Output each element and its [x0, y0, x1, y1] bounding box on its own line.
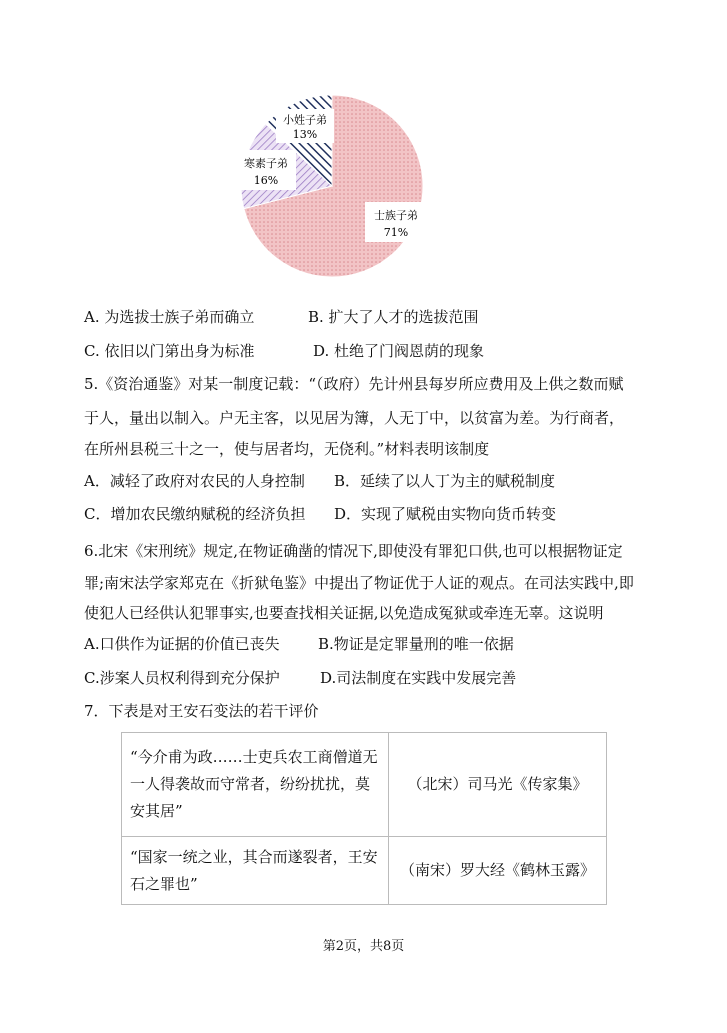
pie-label-value: 13%	[292, 127, 318, 141]
q4-option-c: C. 依旧以门第出身为标准	[84, 342, 255, 360]
q4-option-d: D. 杜绝了门阀恩荫的现象	[313, 342, 485, 360]
q5-option-c: C．增加农民缴纳赋税的经济负担	[84, 505, 306, 523]
page-footer: 第2页，共8页	[322, 939, 405, 954]
source-cell: （北宋）司马光《传家集》	[389, 733, 607, 837]
quote-cell	[122, 837, 389, 905]
q6-stem-line: 使犯人已经供认犯罪事实,也要查找相关证据,以免造成冤狱或牵连无辜。这说明	[84, 604, 604, 622]
pie-label-name: 寒素子弟	[244, 156, 288, 170]
q6-stem-line: 6.北宋《宋刑统》规定,在物证确凿的情况下,即使没有罪犯口供,也可以根据物证定	[84, 542, 623, 560]
q5-stem-line: 于人，量出以制入。户无主客，以见居为簿，人无丁中，以贫富为差。为行商者，	[84, 409, 625, 427]
q6-option-d: D.司法制度在实践中发展完善	[320, 669, 517, 687]
source-cell: （南宋）罗大经《鹤林玉露》	[389, 837, 607, 905]
q6-option-b: B.物证是定罪量刑的唯一依据	[318, 635, 514, 653]
quote-line: 安其居”	[130, 802, 183, 820]
q5-stem-line: 5.《资治通鉴》对某一制度记载：“（政府）先计州县每岁所应费用及上供之数而赋	[84, 375, 624, 393]
q5-stem-line: 在所州县税三十之一，使与居者均，无侥利。”材料表明该制度	[84, 440, 490, 458]
q7-stem: 7．下表是对王安石变法的若干评价	[84, 702, 319, 720]
q5-option-d: D．实现了赋税由实物向货币转变	[334, 505, 557, 523]
q6-option-a: A.口供作为证据的价值已丧失	[84, 635, 280, 653]
q6-option-c: C.涉案人员权利得到充分保护	[84, 669, 280, 687]
q4-option-a: A. 为选拔士族子弟而确立	[84, 308, 255, 326]
quote-line: “今介甫为政……士吏兵农工商僧道无	[130, 748, 378, 766]
quote-cell	[122, 733, 389, 837]
pie-label-name: 小姓子弟	[283, 113, 327, 127]
table-row	[122, 733, 607, 837]
pie-label-value: 71%	[383, 226, 409, 239]
q5-option-a: A．减轻了政府对农民的人身控制	[84, 472, 305, 490]
pie-chart	[230, 92, 434, 280]
quote-line: “国家一统之业，其合而遂裂者，王安	[130, 847, 378, 866]
quote-line: 石之罪也”	[130, 874, 198, 893]
table-row	[122, 837, 607, 905]
q5-option-b: B．延续了以人丁为主的赋税制度	[334, 472, 556, 490]
quote-line: 一人得袭故而守常者，纷纷扰扰，莫	[130, 775, 371, 793]
evaluation-table	[121, 732, 607, 905]
pie-label-name: 士族子弟	[374, 208, 418, 222]
q6-stem-line: 罪;南宋法学家郑克在《折狱龟鉴》中提出了物证优于人证的观点。在司法实践中,即	[84, 574, 634, 592]
q4-option-b: B. 扩大了人才的选拔范围	[308, 308, 479, 326]
pie-label-value: 16%	[253, 174, 279, 187]
